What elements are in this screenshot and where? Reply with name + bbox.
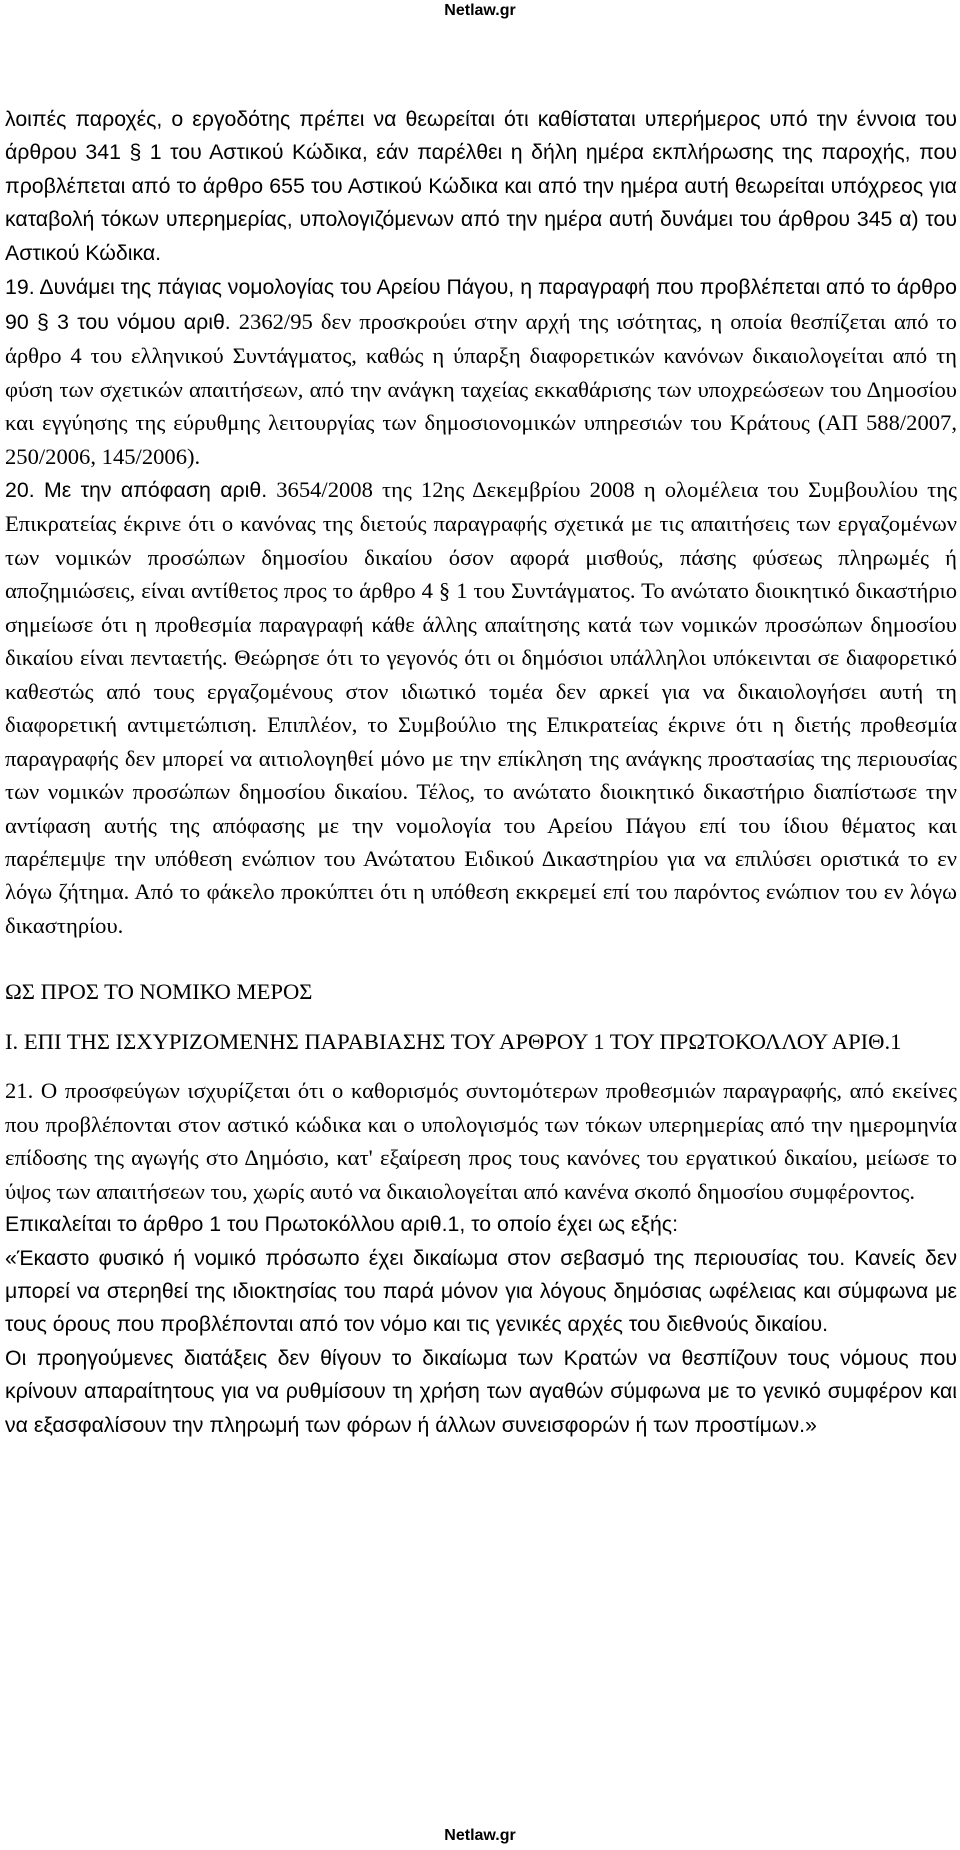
paragraph-19-end: 2362/95 δεν προσκρούει στην αρχή της ισότητας, η οποία θεσπίζεται από το άρθρο 4 του ελληνικού Συντάγματος, καθώς η ύπαρξη διαφορετικών κανόνων δικαιολογείται από τη φύση των σχετικών απαιτήσεων, από την ανάγκη ταχείας εκκαθάρισης των υποχρεώσεων του Δημοσίου και εγγύησης της εύρυθμης λειτουργίας των δημοσιονομικών υπηρεσιών του Κράτους (ΑΠ 588/2007, 250/2006, 145/2006). <box>5 308 957 469</box>
paragraph-invokes: Επικαλείται το άρθρο 1 του Πρωτοκόλλου αριθ.1, το οποίο έχει ως εξής: <box>5 1212 678 1237</box>
paragraph-20-start: 20. Με την απόφαση αριθ. <box>5 477 268 502</box>
paragraph-20 <box>5 473 957 942</box>
document-body <box>5 103 957 1442</box>
paragraph-21: 21. Ο προσφεύγων ισχυρίζεται ότι ο καθορισμός συντομότερων προθεσμιών παραγραφής, από εκείνες που προβλέπονται στον αστικό κώδικα και ο υπολογισμός των τόκων υπερημερίας από την ημερομηνία επίδοσης της αγωγής στο Δημόσιο, κατ' εξαίρεση προς τους κανόνες του εργατικού δικαίου, μείωσε το ύψος των απαιτήσεων του, χωρίς αυτό να δικαιολογείται από κανένα σκοπό δημοσίου συμφέροντος. <box>5 1078 957 1204</box>
paragraph-20-end: 3654/2008 της 12ης Δεκεμβρίου 2008 η ολομέλεια του Συμβουλίου της Επικρατείας έκρινε ότι ο κανόνας της διετούς παραγραφής σχετικά με τις απαιτήσεις των εργαζομένων των νομικών προσώπων δημοσίου δικαίου όσον αφορά μισθούς, πάσης φύσεως πληρωμές ή αποζημιώσεις, είναι αντίθετος προς το άρθρο 4 § 1 του Συντάγματος. Το ανώτατο διοικητικό δικαστήριο σημείωσε ότι η προθεσμία παραγραφή κάθε άλλης απαίτησης κατά των νομικών προσώπων δημοσίου δικαίου είναι πενταετής. Θεώρησε ότι το γεγονός ότι οι δημόσιοι υπάλληλοι υπόκεινται σε διαφορετικό καθεστώς από τους εργαζομένους στον ιδιωτικό τομέα δεν αρκεί για να δικαιολογήσει αυτή τη διαφορετική αντιμετώπιση. Επιπλέον, το Συμβούλιο της Επικρατείας έκρινε ότι η διετής προθεσμία παραγραφής δεν μπορεί να αιτιολογηθεί μόνο με την επίκληση της ανάγκης προστασίας της περιουσίας των νομικών προσώπων δημοσίου δικαίου. Τέλος, το ανώτατο διοικητικό δικαστήριο διαπίστωσε την αντίφαση αυτής της απόφασης με την νομολογία του Αρείου Πάγου επί του ίδιου θέματος και παρέπεμψε την υπόθεση ενώπιον του Ανώτατου Ειδικού Δικαστηρίου για να επιλύσει οριστικά το εν λόγω ζήτημα. Από το φάκελο προκύπτει ότι η υπόθεση εκκρεμεί επί του παρόντος ενώπιον του εν λόγω δικαστηρίου. <box>5 476 957 938</box>
heading-section-1: I. ΕΠΙ ΤΗΣ ΙΣΧΥΡΙΖΟΜΕΝΗΣ ΠΑΡΑΒΙΑΣΗΣ ΤΟΥ ΑΡΘΡΟΥ 1 ΤΟΥ ΠΡΩΤΟΚΟΛΛΟΥ ΑΡΙΘ.1 <box>5 1028 902 1054</box>
spacer <box>5 1009 957 1025</box>
paragraph-19-start: 19. Δυνάμει της πάγιας νομολογίας του Αρείου Πάγου, η παραγραφή που προβλέπεται από το άρθρο 90 § 3 του νόμου αριθ. <box>5 275 957 334</box>
paragraph-intro: λοιπές παροχές, ο εργοδότης πρέπει να θεωρείται ότι καθίσταται υπερήμερος υπό την έννοια του άρθρου 341 § 1 του Αστικού Κώδικα, εάν παρέλθει η δήλη ημέρα εκπλήρωσης της παροχής, που προβλέπεται από το άρθρο 655 του Αστικού Κώδικα και από την ημέρα αυτή θεωρείται υπόχρεος για καταβολή τόκων υπερημερίας, υπολογιζόμενων από την ημέρα αυτή δυνάμει του άρθρου 345 α) του Αστικού Κώδικα. <box>5 107 957 265</box>
paragraph-19 <box>5 270 957 473</box>
spacer <box>5 942 957 975</box>
heading-legal-part: ΩΣ ΠΡΟΣ ΤΟ ΝΟΜΙΚΟ ΜΕΡΟΣ <box>5 979 313 1005</box>
site-footer: Netlaw.gr <box>444 1827 516 1844</box>
quote-paragraph-2: Οι προηγούμενες διατάξεις δεν θίγουν το δικαίωμα των Κρατών να θεσπίζουν τους νόμους που κρίνουν απαραίτητους για να ρυθμίσουν τη χρήση των αγαθών σύμφωνα με το γενικό συμφέρον και να εξασφαλίσουν την πληρωμή των φόρων ή άλλων συνεισφορών ή των προστίμων.» <box>5 1345 957 1437</box>
quote-paragraph-1: «Έκαστο φυσικό ή νομικό πρόσωπο έχει δικαίωμα στον σεβασμό της περιουσίας του. Κανείς δεν μπορεί να στερηθεί της ιδιοκτησίας του παρά μόνον για λόγους δημόσιας ωφέλειας και σύμφωνα με τους όρους που προβλέπονται από τον νόμο και τις γενικές αρχές του διεθνούς δικαίου. <box>5 1245 957 1337</box>
site-header: Netlaw.gr <box>444 2 516 19</box>
spacer <box>5 1058 957 1074</box>
